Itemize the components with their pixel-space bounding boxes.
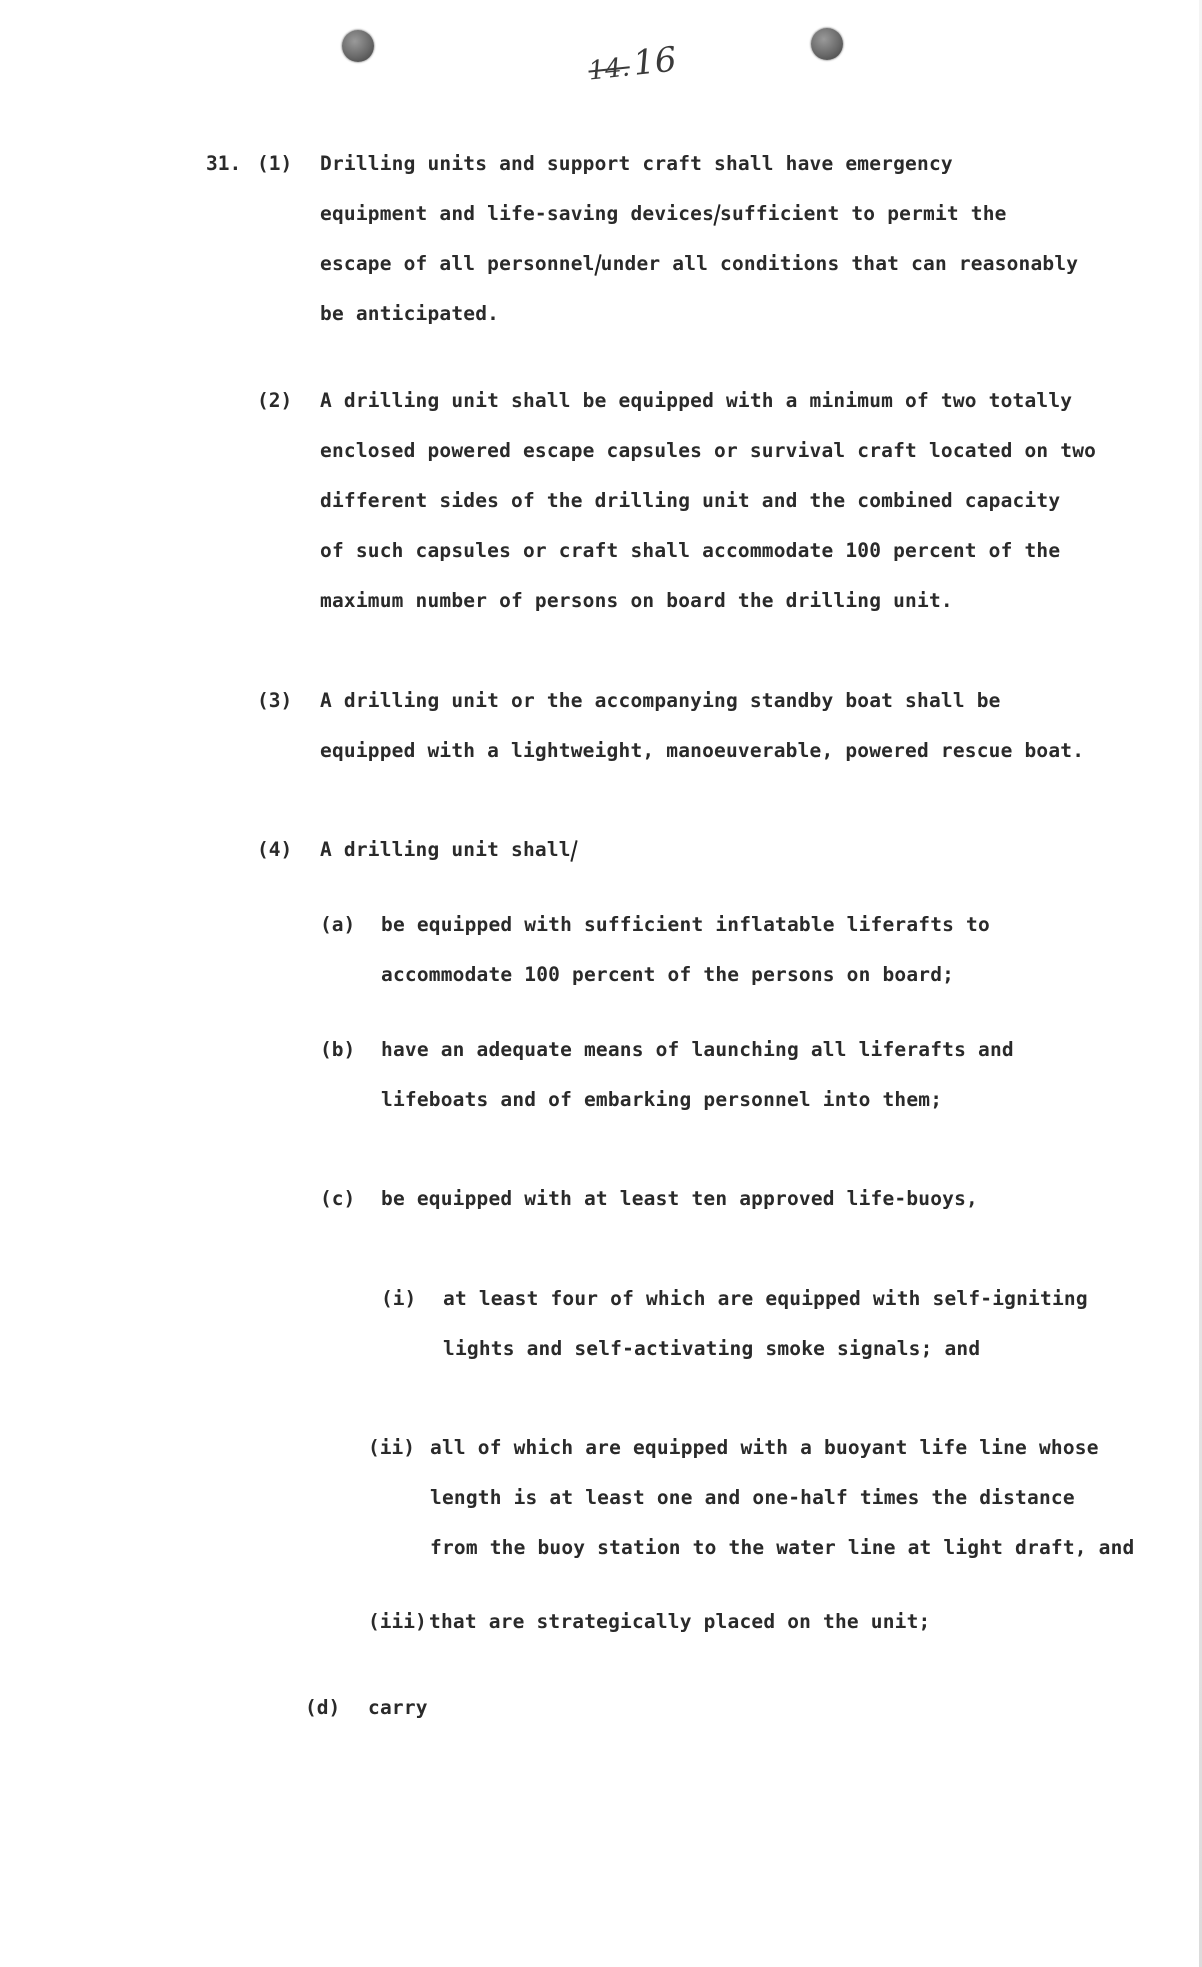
- item-ii-label: (ii): [368, 1436, 415, 1459]
- clause-3-label: (3): [257, 689, 293, 712]
- item-iii-line-1: that are strategically placed on the unit;: [429, 1610, 931, 1633]
- clause-2-label: (2): [257, 389, 293, 412]
- clause-3-line-2: equipped with a lightweight, manoeuverable, powered rescue boat.: [320, 739, 1085, 762]
- handwritten-page-number: [586, 39, 678, 88]
- page-number: 16: [631, 39, 679, 84]
- clause-1-line-1: Drilling units and support craft shall have emergency: [320, 152, 953, 175]
- punch-hole-left: [342, 30, 374, 62]
- subclause-a-line-1: be equipped with sufficient inflatable liferafts to: [381, 913, 990, 936]
- struck-page-number: 14.: [586, 52, 632, 87]
- clause-1-label: (1): [257, 152, 293, 175]
- subclause-c-line-1: be equipped with at least ten approved life-buoys,: [381, 1187, 978, 1210]
- item-i-line-1: at least four of which are equipped with self-igniting: [443, 1287, 1088, 1310]
- subclause-a-line-2: accommodate 100 percent of the persons on board;: [381, 963, 955, 986]
- subclause-a-label: (a): [320, 913, 356, 936]
- punch-hole-right: [811, 28, 843, 60]
- edit-tick-mark: [570, 840, 577, 862]
- subclause-d-line-1: carry: [368, 1696, 428, 1719]
- clause-1-line-2a: equipment and life-saving devices: [320, 202, 715, 225]
- section-number: 31.: [206, 152, 242, 175]
- clause-1-line-2: [320, 202, 1007, 226]
- item-i-label: (i): [381, 1287, 417, 1310]
- subclause-b-line-2: lifeboats and of embarking personnel into them;: [381, 1088, 943, 1111]
- subclause-b-line-1: have an adequate means of launching all liferafts and: [381, 1038, 1014, 1061]
- clause-2-line-2: enclosed powered escape capsules or survival craft located on two: [320, 439, 1097, 462]
- item-ii-line-1: all of which are equipped with a buoyant life line whose: [430, 1436, 1099, 1459]
- clause-4-line-1: [320, 838, 577, 862]
- clause-2-line-5: maximum number of persons on board the drilling unit.: [320, 589, 953, 612]
- clause-1-line-4: be anticipated.: [320, 302, 500, 325]
- subclause-b-label: (b): [320, 1038, 356, 1061]
- clause-1-line-3b: under all conditions that can reasonably: [600, 252, 1079, 275]
- clause-3-line-1: A drilling unit or the accompanying standby boat shall be: [320, 689, 1001, 712]
- item-ii-line-2: length is at least one and one-half times the distance: [430, 1486, 1075, 1509]
- clause-1-line-3: [320, 252, 1078, 276]
- clause-1-line-2b: sufficient to permit the: [720, 202, 1007, 225]
- subclause-d-label: (d): [305, 1696, 341, 1719]
- clause-2-line-1: A drilling unit shall be equipped with a minimum of two totally: [320, 389, 1073, 412]
- item-i-line-2: lights and self-activating smoke signals; and: [443, 1337, 981, 1360]
- clause-4-text: A drilling unit shall: [320, 838, 571, 861]
- subclause-c-label: (c): [320, 1187, 356, 1210]
- clause-4-label: (4): [257, 838, 293, 861]
- clause-2-line-4: of such capsules or craft shall accommodate 100 percent of the: [320, 539, 1061, 562]
- item-iii-label: (iii): [368, 1610, 427, 1633]
- item-ii-line-3: from the buoy station to the water line at light draft, and: [430, 1536, 1135, 1559]
- clause-2-line-3: different sides of the drilling unit and the combined capacity: [320, 489, 1061, 512]
- clause-1-line-3a: escape of all personnel: [320, 252, 595, 275]
